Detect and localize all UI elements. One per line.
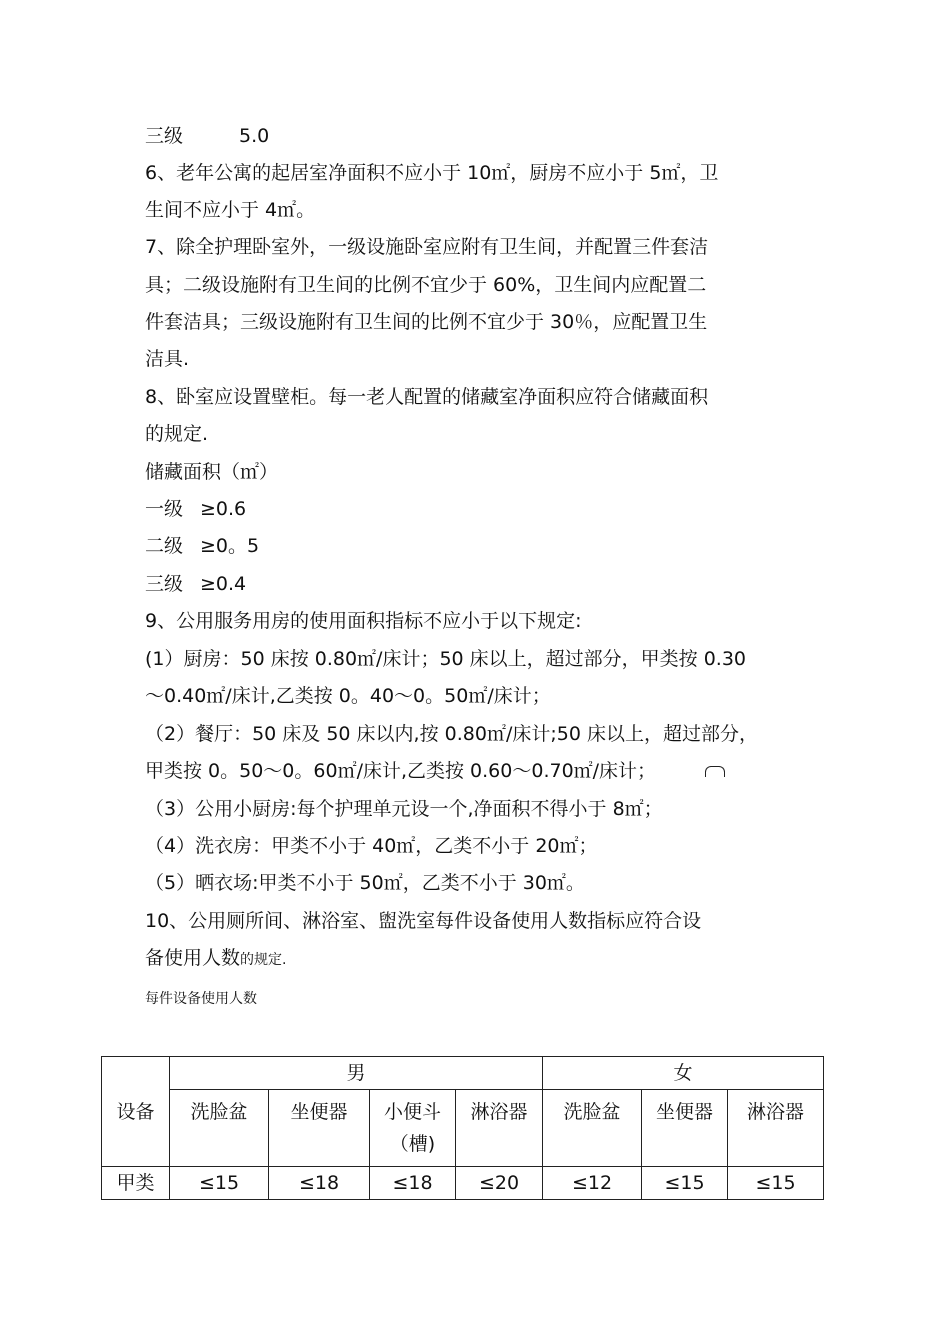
column-header: 洗脸盆 [170, 1090, 269, 1167]
paragraph-line: (1）厨房：50 床按 0.80㎡/床计；50 床以上，超过部分，甲类按 0.30 [145, 648, 747, 670]
row-label: 甲类 [102, 1167, 170, 1200]
paragraph-line: 10、公用厕所间、淋浴室、盥洗室每件设备使用人数指标应符合设 [145, 910, 702, 932]
table-cell: ≤15 [642, 1167, 728, 1200]
grade-value: 5.0 [239, 125, 270, 147]
table-row [102, 1167, 824, 1200]
editor-mark-icon [705, 766, 725, 777]
grade-label: 一级 [145, 498, 184, 520]
paragraph-line: 生间不应小于 4㎡。 [145, 199, 316, 221]
grade-label: 二级 [145, 535, 184, 557]
grade-label: 三级 [145, 125, 184, 147]
column-header: 坐便器 [269, 1090, 370, 1167]
grade-label: 三级 [145, 573, 184, 595]
table-header-row [102, 1057, 824, 1090]
paragraph-line [145, 946, 286, 972]
equipment-usage-table [101, 1056, 824, 1200]
grade-value: ≥0.6 [200, 498, 247, 520]
female-group-header: 女 [543, 1057, 824, 1090]
column-header: 坐便器 [642, 1090, 728, 1167]
paragraph-text: 备使用人数 [145, 947, 241, 969]
paragraph-line: 6、老年公寓的起居室净面积不应小于 10㎡，厨房不应小于 5㎡，卫 [145, 162, 719, 184]
paragraph-line: 9、公用服务用房的使用面积指标不应小于以下规定: [145, 610, 582, 632]
column-header: 洗脸盆 [543, 1090, 642, 1167]
paragraph-line: （5）晒衣场:甲类不小于 50㎡，乙类不小于 30㎡。 [145, 872, 585, 894]
paragraph-line: 8、卧室应设置壁柜。每一老人配置的储藏室净面积应符合储藏面积 [145, 386, 709, 408]
grade-value: ≥0。5 [200, 535, 260, 557]
paragraph-line: 洁具. [145, 348, 190, 370]
paragraph-line: （3）公用小厨房:每个护理单元设一个,净面积不得小于 8㎡； [145, 798, 663, 820]
paragraph-line: 的规定. [145, 423, 209, 445]
table-cell: ≤18 [370, 1167, 456, 1200]
paragraph-line: 具；二级设施附有卫生间的比例不宜少于 60%，卫生间内应配置二 [145, 274, 707, 296]
table-cell: ≤15 [170, 1167, 269, 1200]
paragraph-line: （2）餐厅：50 床及 50 床以内,按 0.80㎡/床计;50 床以上，超过部分， [145, 723, 758, 745]
paragraph-line: （4）洗衣房：甲类不小于 40㎡，乙类不小于 20㎡； [145, 835, 598, 857]
paragraph-line: 甲类按 0。50～0。60㎡/床计,乙类按 0.60～0.70㎡/床计； [145, 760, 657, 782]
column-header: 小便斗（槽) [370, 1090, 456, 1167]
storage-grade-line [145, 534, 259, 558]
storage-area-heading: 储藏面积（㎡） [145, 461, 279, 483]
table-cell: ≤20 [456, 1167, 543, 1200]
storage-grade-line [145, 497, 246, 521]
table-corner-cell: 设备 [102, 1057, 170, 1167]
paragraph-line: ～0.40㎡/床计,乙类按 0。40～0。50㎡/床计； [145, 685, 551, 707]
paragraph-text-small: 的规定. [240, 952, 287, 968]
male-group-header: 男 [170, 1057, 543, 1090]
table-caption: 每件设备使用人数 [145, 991, 257, 1007]
grade-three-area-line [145, 124, 269, 148]
storage-grade-line [145, 572, 246, 596]
paragraph-line: 7、除全护理卧室外，一级设施卧室应附有卫生间，并配置三件套洁 [145, 236, 709, 258]
table-cell: ≤12 [543, 1167, 642, 1200]
grade-value: ≥0.4 [200, 573, 247, 595]
table-cell: ≤15 [728, 1167, 824, 1200]
column-header: 淋浴器 [456, 1090, 543, 1167]
table-cell: ≤18 [269, 1167, 370, 1200]
table-subheader-row [102, 1090, 824, 1167]
paragraph-line: 件套洁具；三级设施附有卫生间的比例不宜少于 30％，应配置卫生 [145, 311, 708, 333]
column-header: 淋浴器 [728, 1090, 824, 1167]
